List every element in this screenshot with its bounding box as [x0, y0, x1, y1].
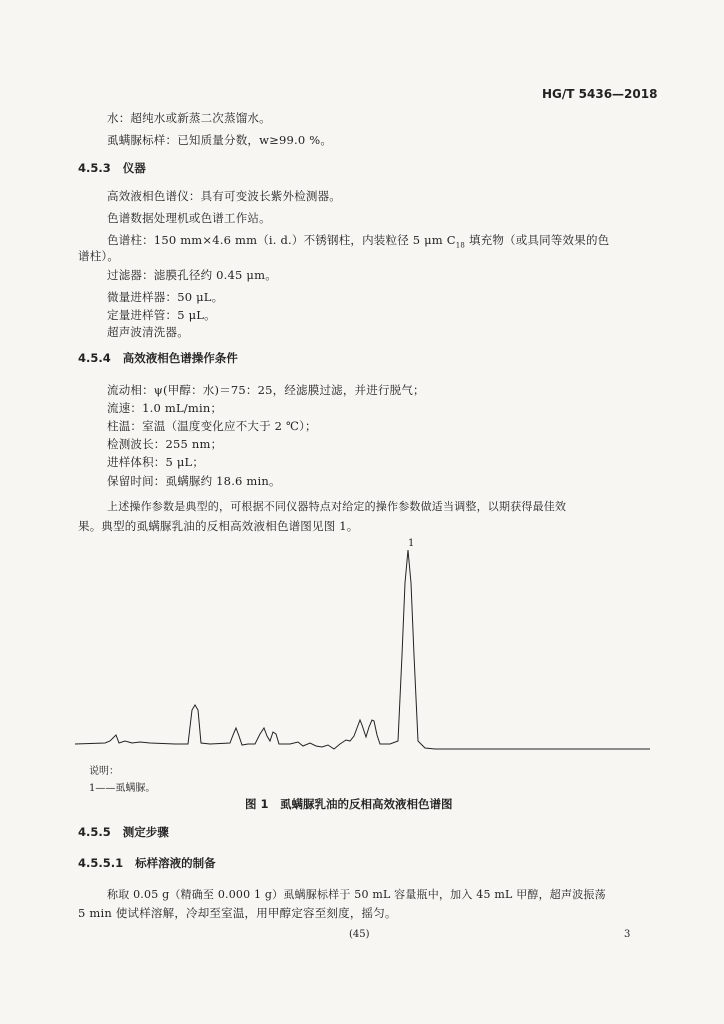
legend-title: 说明： — [89, 766, 119, 777]
page-number: (45) — [349, 929, 370, 940]
instrument-item: 微量进样器：50 μL。 — [107, 290, 224, 304]
column-spec-post: 填充物（或具同等效果的色 — [468, 233, 610, 247]
section-453-title: 仪器 — [122, 161, 146, 175]
section-4551-title: 标样溶液的制备 — [135, 856, 216, 870]
condition-item: 流速：1.0 mL/min； — [107, 401, 223, 415]
section-454-heading — [78, 350, 238, 366]
condition-item: 流动相：ψ(甲醇：水)＝75：25，经滤膜过滤，并进行脱气； — [107, 383, 425, 397]
condition-item: 检测波长：255 nm； — [107, 437, 223, 451]
condition-item: 进样体积：5 μL； — [107, 455, 205, 469]
section-455-number: 4.5.5 — [78, 825, 111, 839]
note-line: 上述操作参数是典型的，可根据不同仪器特点对给定的操作参数做适当调整，以期获得最佳效 — [107, 500, 567, 513]
column-spec-cont: 谱柱）。 — [78, 249, 120, 263]
section-454-title: 高效液相色谱操作条件 — [122, 351, 238, 365]
figure-caption: 图 1 虱螨脲乳油的反相高效液相色谱图 — [245, 797, 453, 811]
section-4551-number: 4.5.5.1 — [78, 856, 124, 870]
instrument-item: 高效液相色谱仪：具有可变波长紫外检测器。 — [107, 189, 341, 203]
column-spec-sub: 18 — [455, 241, 466, 250]
instrument-item: 色谱数据处理机或色谱工作站。 — [107, 211, 271, 225]
condition-item: 保留时间：虱螨脲约 18.6 min。 — [107, 474, 281, 488]
peak-label: 1 — [408, 538, 415, 549]
condition-item: 柱温：室温（温度变化应不大于 2 ℃）； — [107, 419, 317, 433]
page-right-number: 3 — [624, 929, 631, 940]
legend-item: 1——虱螨脲。 — [89, 783, 156, 794]
chromatogram-trace — [75, 550, 650, 749]
water-spec: 水：超纯水或新蒸二次蒸馏水。 — [107, 111, 271, 125]
procedure-line: 称取 0.05 g（精确至 0.000 1 g）虱螨脲标样于 50 mL 容量瓶中，加入 45 mL 甲醇，超声波振荡 — [107, 888, 606, 901]
column-spec — [107, 232, 609, 249]
section-455-heading — [78, 824, 169, 840]
standard-sample-spec: 虱螨脲标样：已知质量分数，w≥99.0 %。 — [107, 133, 333, 147]
section-454-number: 4.5.4 — [78, 351, 111, 365]
section-453-heading — [78, 160, 146, 176]
section-4551-heading — [78, 855, 216, 871]
instrument-item: 定量进样管：5 μL。 — [107, 308, 216, 322]
instrument-item: 过滤器：滤膜孔径约 0.45 μm。 — [107, 268, 277, 282]
section-455-title: 测定步骤 — [122, 825, 169, 839]
section-453-number: 4.5.3 — [78, 161, 111, 175]
chromatogram-figure — [70, 535, 650, 765]
note-line: 果。典型的虱螨脲乳油的反相高效液相色谱图见图 1。 — [78, 519, 359, 533]
instrument-item: 超声波清洗器。 — [107, 325, 189, 339]
column-spec-pre: 色谱柱：150 mm×4.6 mm（i. d.）不锈钢柱，内装粒径 5 μm C — [107, 233, 456, 247]
procedure-line: 5 min 使试样溶解，冷却至室温，用甲醇定容至刻度，摇匀。 — [78, 906, 397, 920]
standard-code: HG/T 5436—2018 — [542, 87, 658, 101]
